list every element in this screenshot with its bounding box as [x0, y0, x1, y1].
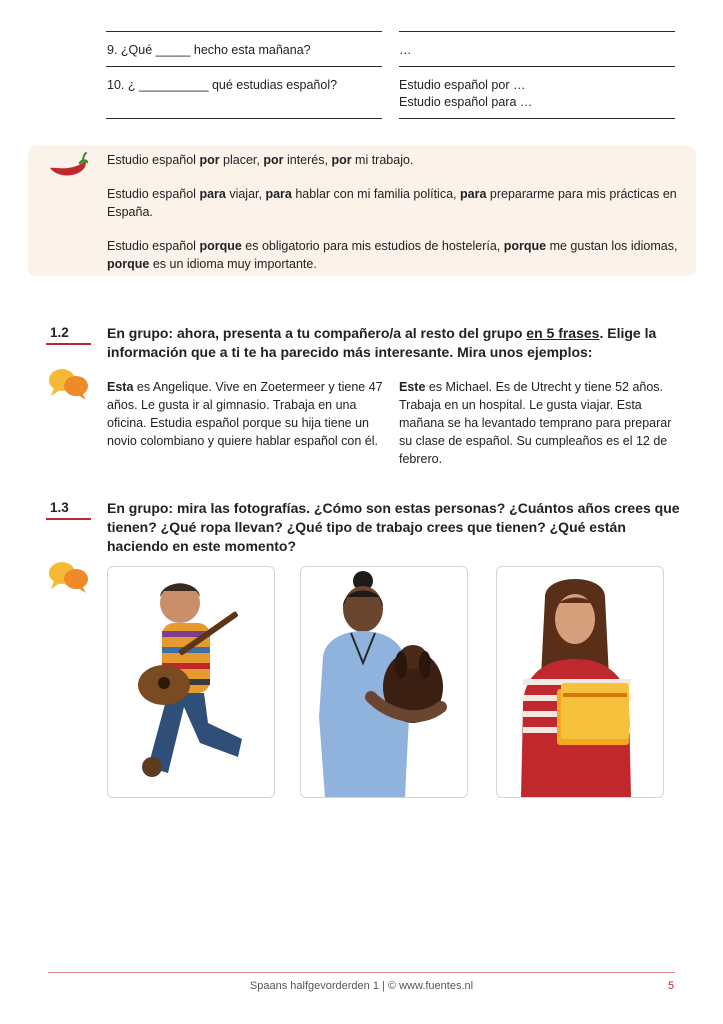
answer-line: [106, 31, 382, 32]
answer-10-line2: Estudio español para …: [399, 95, 533, 109]
chili-pepper-icon: [46, 150, 90, 184]
answer-line: [106, 66, 382, 67]
question-10: 10. ¿ __________ qué estudias español?: [107, 78, 338, 92]
text-run: hablar con mi familia política,: [291, 187, 460, 201]
question-9: 9. ¿Qué _____ hecho esta mañana?: [107, 43, 311, 57]
photo-student-with-notebooks: [496, 566, 664, 798]
text-run: viajar,: [225, 187, 266, 201]
answer-line: [399, 66, 675, 67]
bold-keyword: por: [331, 153, 352, 167]
tip-paragraph-por: [107, 151, 691, 169]
text-run: es un idioma muy importante.: [149, 257, 317, 271]
section-number-underline: [46, 343, 91, 345]
bold-keyword: porque: [107, 257, 150, 271]
footer-text: Spaans halfgevorderden 1 | © www.fuentes.nl: [249, 980, 474, 992]
text-run: es Angelique. Vive en Zoetermeer y tiene 47 años. Le gusta ir al gimnasio. Trabaja en una oficina. Estudia español porque su hija tiene un novio colombiano y quiere hablar español con él.: [107, 380, 383, 448]
bold-keyword: por: [263, 153, 284, 167]
section-title: En grupo: mira las fotografías. ¿Cómo son estas personas? ¿Cuántos años crees que tienen? ¿Qué ropa llevan? ¿Qué tipo de trabajo crees que tienen? ¿Qué están haciendo en este momento?: [107, 500, 680, 554]
bold-keyword: porque: [503, 239, 547, 253]
bold-keyword: Esta: [107, 380, 134, 394]
text-run: Estudio español: [107, 239, 200, 253]
section-title: En grupo: ahora, presenta a tu compañero/a al resto del grupo en 5 frases. Elige la información que a ti te ha parecido más interesante. Mira unos ejemplos:: [107, 325, 657, 360]
bold-keyword: porque: [199, 239, 242, 253]
bold-keyword: para: [265, 187, 292, 201]
photo-guitarist: [107, 566, 275, 798]
text-run: Estudio español: [107, 187, 200, 201]
example-michael: [399, 378, 675, 468]
bold-keyword: para: [199, 187, 226, 201]
emphasis-underlined: en 5 frases: [526, 325, 600, 341]
bold-keyword: por: [199, 153, 220, 167]
tip-paragraph-porque: [107, 237, 691, 273]
answer-line: [399, 118, 675, 119]
text-run: prepararme para mis prácticas en España.: [107, 187, 677, 219]
example-angelique: [107, 378, 383, 450]
answer-10-line1: Estudio español por …: [399, 78, 526, 92]
section-number-underline: [46, 518, 91, 520]
answer-line: [106, 118, 382, 119]
text-run: interés,: [283, 153, 332, 167]
page-number: 5: [668, 980, 675, 992]
text-run: es Michael. Es de Utrecht y tiene 52 años. Trabaja en un hospital. Le gusta viajar. Esta mañana se ha levantado temprano para preparar su clase de español. Su cumpleaños es el 12 de febrero.: [399, 380, 672, 466]
text-run: placer,: [219, 153, 264, 167]
bold-keyword: para: [460, 187, 487, 201]
section-number: 1.3: [50, 500, 69, 515]
text-run: es obligatorio para mis estudios de hostelería,: [241, 239, 504, 253]
text-run: Estudio español: [107, 153, 200, 167]
photo-vet-nurse-with-dog: [300, 566, 468, 798]
text-run: me gustan los idiomas,: [546, 239, 678, 253]
answer-9: …: [399, 43, 412, 57]
answer-line: [399, 31, 675, 32]
speech-bubbles-icon: [46, 560, 92, 596]
bold-keyword: Este: [399, 380, 426, 394]
tip-paragraph-para: [107, 185, 691, 221]
text-run: mi trabajo.: [351, 153, 414, 167]
speech-bubbles-icon: [46, 367, 92, 403]
footer-rule: [48, 972, 675, 973]
section-number: 1.2: [50, 325, 69, 340]
